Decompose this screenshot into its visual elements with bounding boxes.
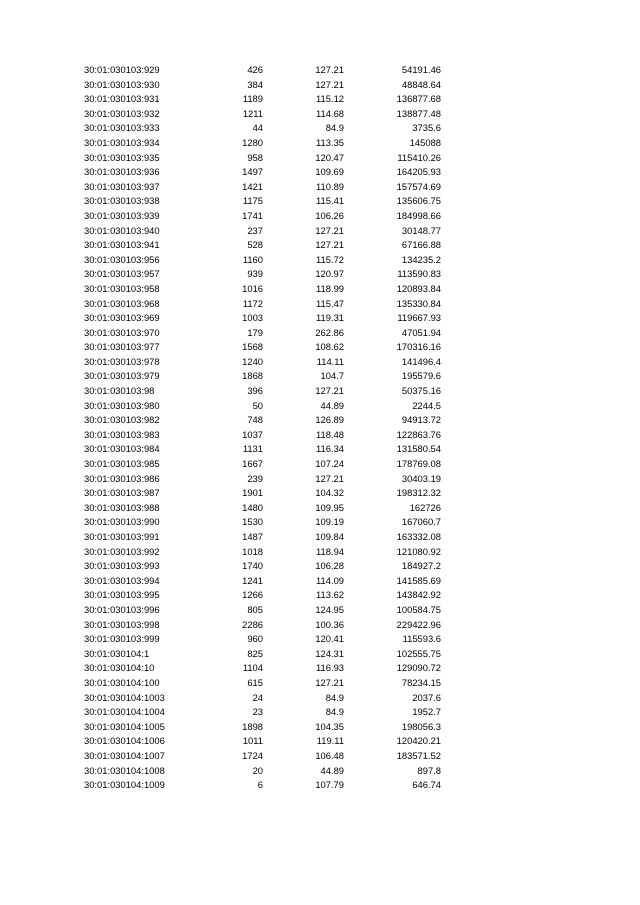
table-row (0, 632, 640, 647)
rate-cell: 118.99 (316, 282, 344, 294)
table-row (0, 661, 640, 676)
quantity-cell: 1868 (242, 370, 263, 382)
table-row (0, 282, 640, 297)
quantity-cell: 1175 (242, 195, 263, 207)
amount-cell: 145088 (409, 136, 441, 148)
quantity-cell: 1160 (242, 253, 263, 265)
quantity-cell: 1280 (242, 136, 263, 148)
rate-cell: 107.24 (315, 458, 344, 470)
rate-cell: 127.21 (315, 224, 344, 236)
table-row (0, 734, 640, 749)
cadastral-number-cell: 30:01:030103:985 (84, 458, 160, 470)
table-row (0, 107, 640, 122)
quantity-cell: 939 (247, 268, 263, 280)
cadastral-number-cell: 30:01:030103:932 (84, 107, 160, 119)
cadastral-number-cell: 30:01:030103:982 (84, 414, 160, 426)
table-row (0, 530, 640, 545)
amount-cell: 94913.72 (401, 414, 441, 426)
quantity-cell: 1421 (242, 180, 263, 192)
table-row (0, 705, 640, 720)
amount-cell: 135606.75 (396, 195, 441, 207)
table-row (0, 486, 640, 501)
amount-cell: 1952.7 (412, 706, 441, 718)
rate-cell: 124.31 (315, 647, 344, 659)
table-row (0, 92, 640, 107)
cadastral-number-cell: 30:01:030103:970 (84, 326, 160, 338)
cadastral-number-cell: 30:01:030103:930 (84, 78, 160, 90)
quantity-cell: 2286 (242, 618, 263, 630)
table-row (0, 121, 640, 136)
table-row (0, 647, 640, 662)
quantity-cell: 24 (252, 691, 263, 703)
quantity-cell: 748 (247, 414, 263, 426)
rate-cell: 113.35 (316, 136, 344, 148)
table-row (0, 238, 640, 253)
quantity-cell: 44 (252, 122, 263, 134)
table-row (0, 501, 640, 516)
cadastral-number-cell: 30:01:030104:1008 (84, 764, 165, 776)
table-row (0, 224, 640, 239)
rate-cell: 108.62 (315, 341, 344, 353)
rate-cell: 127.21 (315, 78, 344, 90)
cadastral-number-cell: 30:01:030103:994 (84, 574, 160, 586)
cadastral-number-cell: 30:01:030103:999 (84, 633, 160, 645)
quantity-cell: 1241 (242, 574, 263, 586)
quantity-cell: 960 (247, 633, 263, 645)
rate-cell: 119.31 (316, 312, 344, 324)
cadastral-number-cell: 30:01:030103:958 (84, 282, 160, 294)
rate-cell: 127.21 (315, 239, 344, 251)
table-row (0, 180, 640, 195)
amount-cell: 78234.15 (401, 676, 441, 688)
cadastral-number-cell: 30:01:030103:936 (84, 166, 160, 178)
table-row (0, 369, 640, 384)
table-row (0, 209, 640, 224)
amount-cell: 67166.88 (401, 239, 441, 251)
quantity-cell: 1037 (242, 428, 263, 440)
amount-cell: 164205.93 (396, 166, 441, 178)
quantity-cell: 1016 (242, 282, 263, 294)
cadastral-number-cell: 30:01:030103:941 (84, 239, 160, 251)
amount-cell: 163332.08 (396, 531, 441, 542)
rate-cell: 120.47 (315, 151, 344, 163)
amount-cell: 157574.69 (396, 180, 441, 192)
amount-cell: 141585.69 (396, 574, 441, 586)
quantity-cell: 50 (252, 399, 263, 411)
amount-cell: 47051.94 (401, 326, 441, 338)
quantity-cell: 1901 (242, 487, 263, 499)
amount-cell: 2244.5 (412, 399, 441, 411)
quantity-cell: 1724 (242, 749, 263, 761)
rate-cell: 109.95 (315, 501, 344, 513)
cadastral-number-cell: 30:01:030103:929 (84, 64, 160, 75)
cadastral-number-cell: 30:01:030103:998 (84, 618, 160, 630)
quantity-cell: 805 (247, 603, 263, 615)
table-row (0, 559, 640, 574)
table-row (0, 442, 640, 457)
cadastral-number-cell: 30:01:030104:1009 (84, 779, 165, 791)
rate-cell: 109.19 (315, 516, 344, 528)
quantity-cell: 384 (247, 78, 263, 90)
cadastral-number-cell: 30:01:030103:996 (84, 603, 160, 615)
amount-cell: 122863.76 (396, 428, 441, 440)
cadastral-number-cell: 30:01:030103:937 (84, 180, 160, 192)
rate-cell: 110.89 (316, 180, 344, 192)
rate-cell: 116.93 (316, 662, 344, 674)
amount-cell: 162726 (409, 501, 441, 513)
table-row (0, 618, 640, 633)
quantity-cell: 237 (247, 224, 263, 236)
table-row (0, 574, 640, 589)
amount-cell: 170316.16 (396, 341, 441, 353)
table-row (0, 253, 640, 268)
cadastral-number-cell: 30:01:030103:938 (84, 195, 160, 207)
quantity-cell: 1172 (242, 297, 263, 309)
amount-cell: 141496.4 (401, 355, 441, 367)
table-row (0, 676, 640, 691)
table-row (0, 545, 640, 560)
table-row (0, 267, 640, 282)
cadastral-number-cell: 30:01:030103:995 (84, 589, 160, 601)
amount-cell: 229422.96 (396, 618, 441, 630)
cadastral-number-cell: 30:01:030103:98 (84, 385, 155, 397)
amount-cell: 178769.08 (396, 458, 441, 470)
amount-cell: 198312.32 (396, 487, 441, 499)
rate-cell: 127.21 (315, 385, 344, 397)
amount-cell: 198056.3 (401, 720, 441, 732)
quantity-cell: 1189 (242, 93, 263, 105)
amount-cell: 121080.92 (396, 545, 441, 557)
quantity-cell: 1497 (242, 166, 263, 178)
cadastral-number-cell: 30:01:030103:990 (84, 516, 160, 528)
cadastral-number-cell: 30:01:030103:939 (84, 209, 160, 221)
table-row (0, 749, 640, 764)
cadastral-number-cell: 30:01:030103:957 (84, 268, 160, 280)
amount-cell: 646.74 (412, 779, 441, 791)
rate-cell: 115.41 (316, 195, 344, 207)
amount-cell: 167060.7 (401, 516, 441, 528)
quantity-cell: 426 (247, 64, 263, 75)
quantity-cell: 1530 (242, 516, 263, 528)
spreadsheet-table (0, 63, 640, 793)
table-row (0, 588, 640, 603)
rate-cell: 44.89 (320, 399, 344, 411)
cadastral-number-cell: 30:01:030103:987 (84, 487, 160, 499)
rate-cell: 84.9 (325, 706, 344, 718)
table-row (0, 720, 640, 735)
rate-cell: 106.48 (315, 749, 344, 761)
cadastral-number-cell: 30:01:030103:956 (84, 253, 160, 265)
quantity-cell: 239 (247, 472, 263, 484)
quantity-cell: 528 (247, 239, 263, 251)
table-row (0, 472, 640, 487)
quantity-cell: 179 (247, 326, 263, 338)
rate-cell: 124.95 (315, 603, 344, 615)
amount-cell: 129090.72 (396, 662, 441, 674)
cadastral-number-cell: 30:01:030103:935 (84, 151, 160, 163)
rate-cell: 127.21 (315, 676, 344, 688)
amount-cell: 119667.93 (397, 312, 441, 324)
rate-cell: 126.89 (315, 414, 344, 426)
rate-cell: 115.47 (316, 297, 344, 309)
amount-cell: 138877.48 (396, 107, 441, 119)
rate-cell: 114.68 (316, 107, 344, 119)
cadastral-number-cell: 30:01:030104:1004 (84, 706, 165, 718)
table-row (0, 165, 640, 180)
table-row (0, 515, 640, 530)
table-row (0, 151, 640, 166)
rate-cell: 113.62 (316, 589, 344, 601)
amount-cell: 50375.16 (401, 385, 441, 397)
amount-cell: 3735.6 (412, 122, 441, 134)
rate-cell: 115.12 (316, 93, 344, 105)
table-row (0, 603, 640, 618)
quantity-cell: 1667 (242, 458, 263, 470)
quantity-cell: 1003 (242, 312, 263, 324)
rate-cell: 114.11 (316, 355, 344, 367)
cadastral-number-cell: 30:01:030103:977 (84, 341, 160, 353)
rate-cell: 120.97 (315, 268, 344, 280)
rate-cell: 104.7 (320, 370, 344, 382)
rate-cell: 115.72 (316, 253, 344, 265)
cadastral-number-cell: 30:01:030103:931 (84, 93, 160, 105)
amount-cell: 100584.75 (396, 603, 441, 615)
rate-cell: 109.69 (315, 166, 344, 178)
rate-cell: 127.21 (315, 472, 344, 484)
amount-cell: 48848.64 (401, 78, 441, 90)
cadastral-number-cell: 30:01:030103:993 (84, 560, 160, 572)
amount-cell: 30148.77 (401, 224, 441, 236)
table-row (0, 340, 640, 355)
amount-cell: 184998.66 (396, 209, 441, 221)
quantity-cell: 23 (252, 706, 263, 718)
amount-cell: 183571.52 (396, 749, 441, 761)
rate-cell: 127.21 (315, 64, 344, 75)
amount-cell: 54191.46 (401, 64, 441, 75)
amount-cell: 102555.75 (396, 647, 441, 659)
table-row (0, 136, 640, 151)
rate-cell: 104.35 (315, 720, 344, 732)
cadastral-number-cell: 30:01:030103:940 (84, 224, 160, 236)
amount-cell: 115593.6 (402, 633, 441, 645)
quantity-cell: 958 (247, 151, 263, 163)
quantity-cell: 1740 (242, 560, 263, 572)
cadastral-number-cell: 30:01:030103:986 (84, 472, 160, 484)
cadastral-number-cell: 30:01:030104:1 (84, 647, 150, 659)
quantity-cell: 20 (252, 764, 263, 776)
rate-cell: 114.09 (316, 574, 344, 586)
table-row (0, 297, 640, 312)
cadastral-number-cell: 30:01:030104:100 (84, 676, 160, 688)
table-row (0, 764, 640, 779)
rate-cell: 119.11 (316, 735, 344, 747)
quantity-cell: 1266 (242, 589, 263, 601)
cadastral-number-cell: 30:01:030103:969 (84, 312, 160, 324)
quantity-cell: 1741 (242, 209, 263, 221)
rate-cell: 116.34 (316, 443, 344, 455)
cadastral-number-cell: 30:01:030103:984 (84, 443, 160, 455)
amount-cell: 143842.92 (396, 589, 441, 601)
table-row (0, 194, 640, 209)
amount-cell: 113590.83 (397, 268, 441, 280)
amount-cell: 897.8 (417, 764, 441, 776)
quantity-cell: 825 (247, 647, 263, 659)
rate-cell: 118.48 (316, 428, 344, 440)
quantity-cell: 1211 (242, 107, 263, 119)
cadastral-number-cell: 30:01:030104:10 (84, 662, 155, 674)
cadastral-number-cell: 30:01:030103:988 (84, 501, 160, 513)
cadastral-number-cell: 30:01:030103:983 (84, 428, 160, 440)
table-row (0, 428, 640, 443)
table-row (0, 413, 640, 428)
amount-cell: 2037.6 (412, 691, 441, 703)
cadastral-number-cell: 30:01:030103:978 (84, 355, 160, 367)
quantity-cell: 1104 (242, 662, 263, 674)
cadastral-number-cell: 30:01:030103:968 (84, 297, 160, 309)
rate-cell: 84.9 (325, 122, 344, 134)
rate-cell: 106.26 (315, 209, 344, 221)
amount-cell: 115410.26 (397, 151, 441, 163)
quantity-cell: 1568 (242, 341, 263, 353)
cadastral-number-cell: 30:01:030103:991 (84, 531, 160, 542)
rate-cell: 107.79 (315, 779, 344, 791)
table-row (0, 78, 640, 93)
quantity-cell: 396 (247, 385, 263, 397)
rate-cell: 106.28 (315, 560, 344, 572)
rate-cell: 84.9 (325, 691, 344, 703)
quantity-cell: 615 (247, 676, 263, 688)
table-row (0, 691, 640, 706)
amount-cell: 120893.84 (396, 282, 441, 294)
amount-cell: 30403.19 (401, 472, 441, 484)
rate-cell: 44.89 (320, 764, 344, 776)
amount-cell: 136877.68 (396, 93, 441, 105)
cadastral-number-cell: 30:01:030103:934 (84, 136, 160, 148)
rate-cell: 109.84 (315, 531, 344, 542)
amount-cell: 135330.84 (396, 297, 441, 309)
table-row (0, 326, 640, 341)
amount-cell: 134235.2 (401, 253, 441, 265)
quantity-cell: 1131 (242, 443, 263, 455)
amount-cell: 131580.54 (396, 443, 441, 455)
table-row (0, 355, 640, 370)
table-row (0, 384, 640, 399)
quantity-cell: 1240 (242, 355, 263, 367)
table-row (0, 63, 640, 78)
cadastral-number-cell: 30:01:030104:1006 (84, 735, 165, 747)
cadastral-number-cell: 30:01:030104:1003 (84, 691, 165, 703)
cadastral-number-cell: 30:01:030103:992 (84, 545, 160, 557)
table-row (0, 457, 640, 472)
table-row (0, 399, 640, 414)
rate-cell: 104.32 (315, 487, 344, 499)
rate-cell: 100.36 (315, 618, 344, 630)
quantity-cell: 1018 (242, 545, 263, 557)
cadastral-number-cell: 30:01:030103:980 (84, 399, 160, 411)
cadastral-number-cell: 30:01:030104:1005 (84, 720, 165, 732)
cadastral-number-cell: 30:01:030103:933 (84, 122, 160, 134)
table-row (0, 778, 640, 793)
amount-cell: 195579.6 (401, 370, 441, 382)
quantity-cell: 1011 (242, 735, 263, 747)
rate-cell: 262.86 (315, 326, 344, 338)
quantity-cell: 1898 (242, 720, 263, 732)
quantity-cell: 1487 (242, 531, 263, 542)
amount-cell: 184927.2 (401, 560, 441, 572)
rate-cell: 120.41 (315, 633, 344, 645)
table-row (0, 311, 640, 326)
rate-cell: 118.94 (316, 545, 344, 557)
quantity-cell: 1480 (242, 501, 263, 513)
amount-cell: 120420.21 (396, 735, 441, 747)
cadastral-number-cell: 30:01:030103:979 (84, 370, 160, 382)
quantity-cell: 6 (257, 779, 263, 791)
cadastral-number-cell: 30:01:030104:1007 (84, 749, 165, 761)
